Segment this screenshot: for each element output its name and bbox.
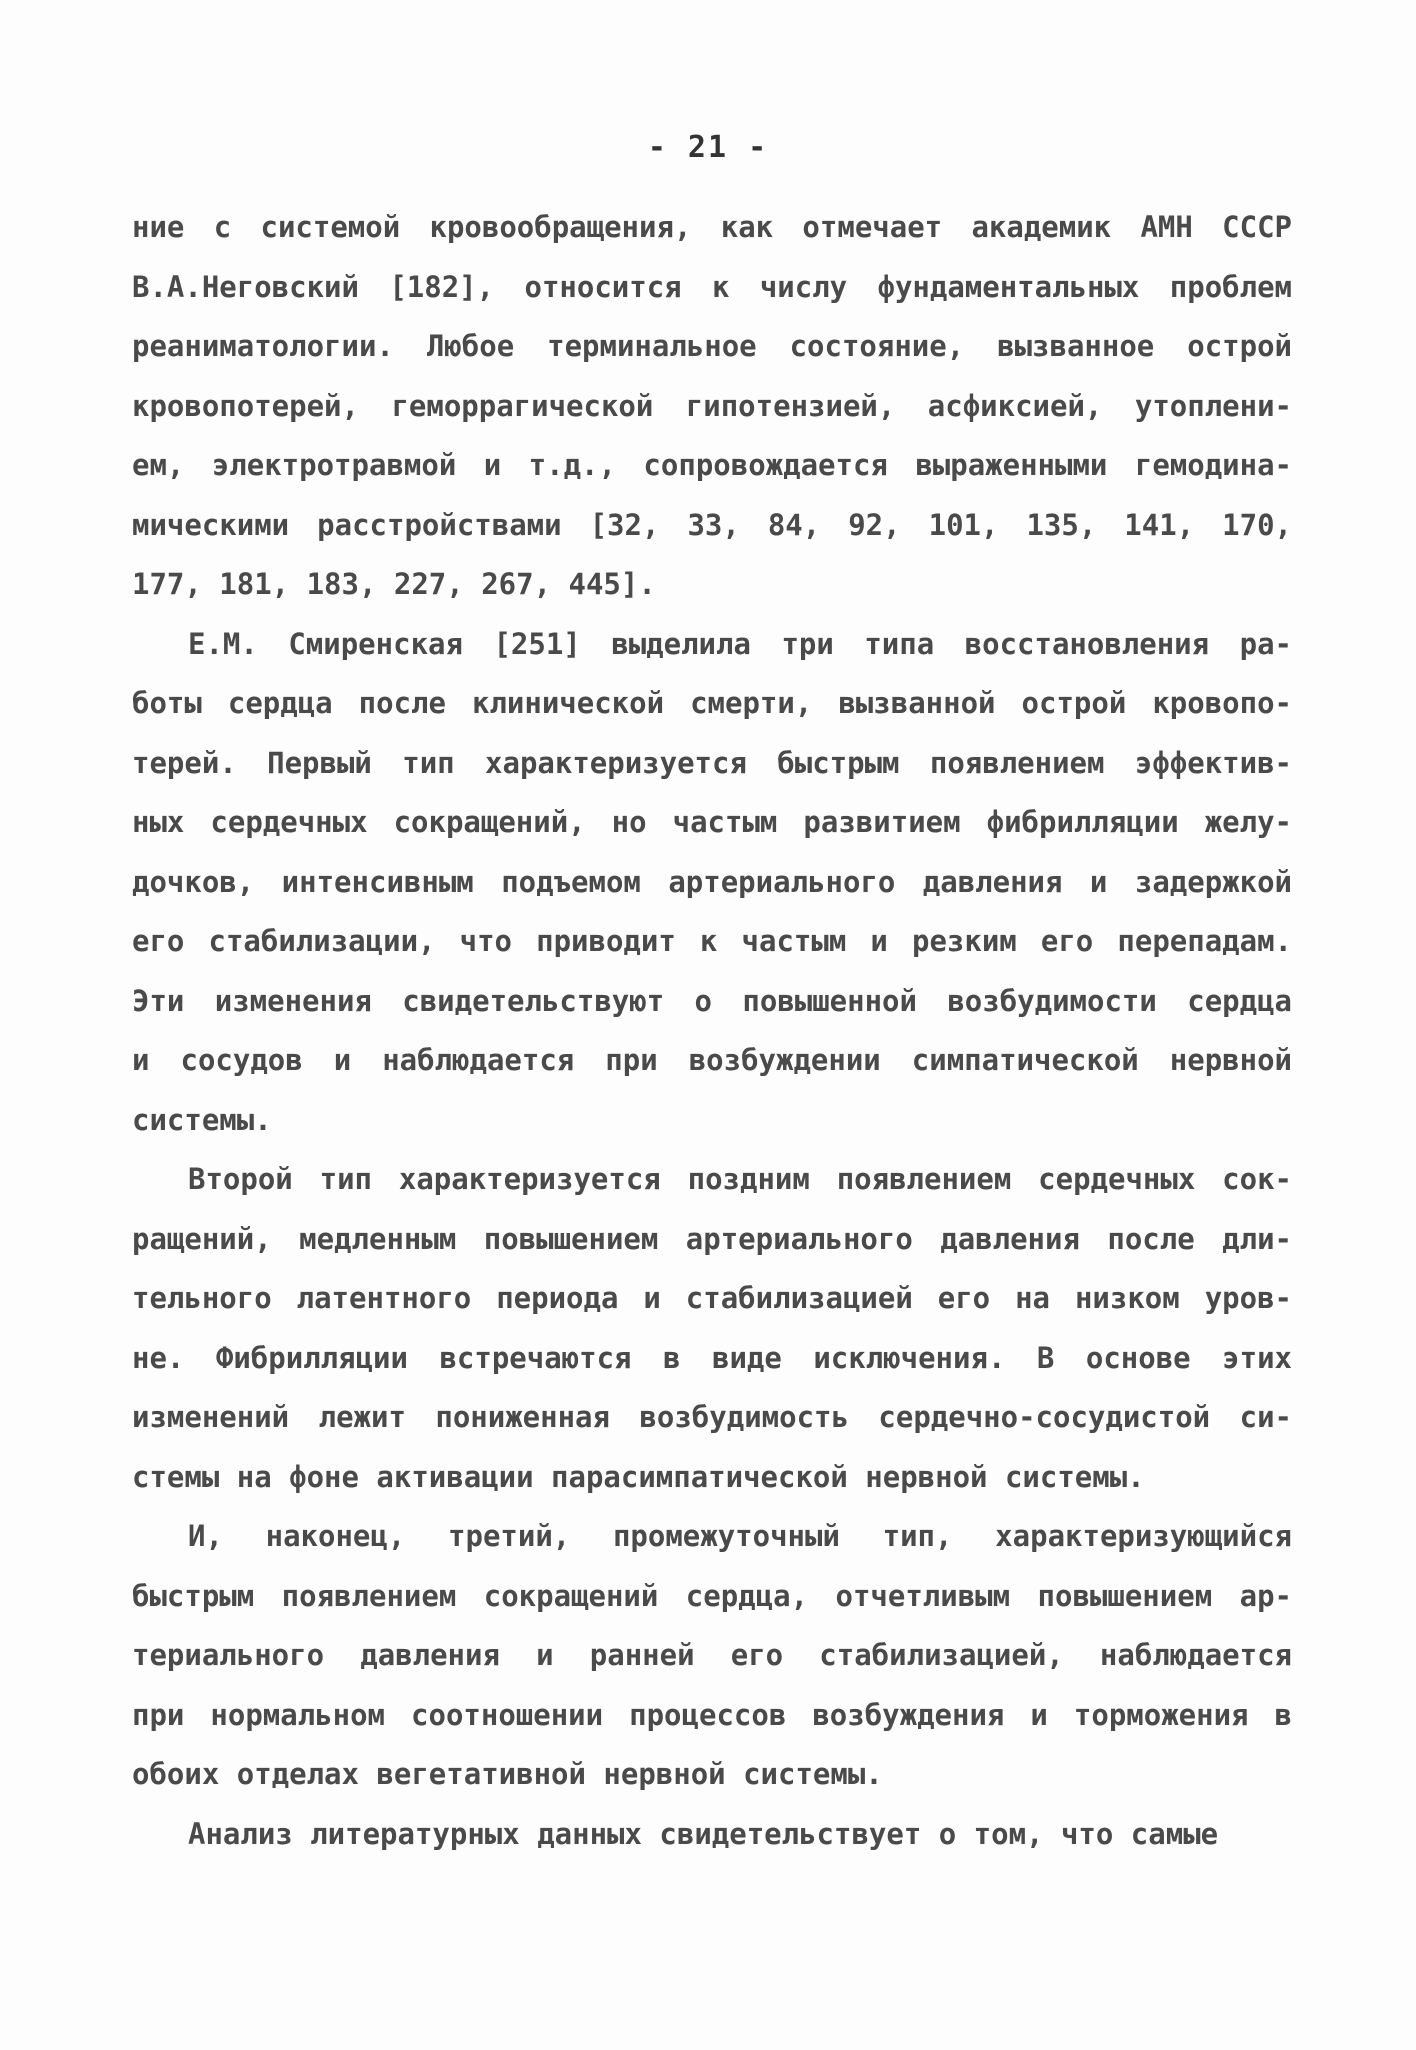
text-line: тельного латентного периода и стабилизацией его на низком уров- [132,1281,1292,1315]
text-line: ных сердечных сокращений, но частым развитием фибрилляции желу- [132,805,1292,839]
text-line: реаниматологии. Любое терминальное состояние, вызванное острой [132,329,1292,363]
text-line: кровопотерей, геморрагической гипотензией, асфиксией, утоплени- [132,388,1292,423]
text-line: терей. Первый тип характеризуется быстрым появлением эффектив- [132,745,1292,780]
text-line: 177, 181, 183, 227, 267, 445]. [132,567,656,601]
text-line: системы. [132,1102,272,1137]
text-line: Е.М. Смиренская [251] выделила три типа восстановления ра- [188,626,1292,661]
text-line: И, наконец, третий, промежуточный тип, характеризующийся [188,1519,1292,1553]
text-line: дочков, интенсивным подъемом артериального давления и задержкой [132,864,1292,899]
text-line: изменений лежит пониженная возбудимость сердечно-сосудистой си- [132,1400,1292,1434]
text-line: не. Фибрилляции встречаются в виде исключения. В основе этих [132,1340,1292,1375]
paragraph [132,1150,1292,1507]
paragraph [132,1805,1292,1865]
text-line: быстрым появлением сокращений сердца, отчетливым повышением ар- [132,1578,1292,1613]
text-line: ращений, медленным повышением артериального давления после дли- [132,1221,1292,1256]
page-number: - 21 - [647,130,769,165]
text-line: его стабилизации, что приводит к частым и резким его перепадам. [132,924,1292,958]
paragraph [132,198,1292,615]
text-line: ем, электротравмой и т.д., сопровождается выраженными гемодина- [132,448,1292,482]
text-line: Эти изменения свидетельствуют о повышенной возбудимости сердца [132,983,1292,1018]
text-line: В.А.Неговский [182], относится к числу фундаментальных проблем [132,269,1292,304]
text-line: стемы на фоне активации парасимпатической нервной системы. [132,1459,1145,1494]
text-line: ние с системой кровообращения, как отмечает академик АМН СССР [132,210,1292,244]
text-line: Анализ литературных данных свидетельствует о том, что самые [188,1816,1219,1851]
body-text [132,198,1292,1864]
text-line: боты сердца после клинической смерти, вызванной острой кровопо- [132,686,1292,720]
paragraph [132,1507,1292,1805]
text-line: при нормальном соотношении процессов возбуждения и торможения в [132,1697,1292,1732]
text-line: обоих отделах вегетативной нервной системы. [132,1757,883,1791]
text-line: Второй тип характеризуется поздним появлением сердечных сок- [188,1162,1292,1196]
text-line: териального давления и ранней его стабилизацией, наблюдается [132,1638,1292,1672]
text-line: мическими расстройствами [32, 33, 84, 92, 101, 135, 141, 170, [132,507,1292,542]
paragraph [132,615,1292,1151]
text-line: и сосудов и наблюдается при возбуждении симпатической нервной [132,1043,1292,1077]
